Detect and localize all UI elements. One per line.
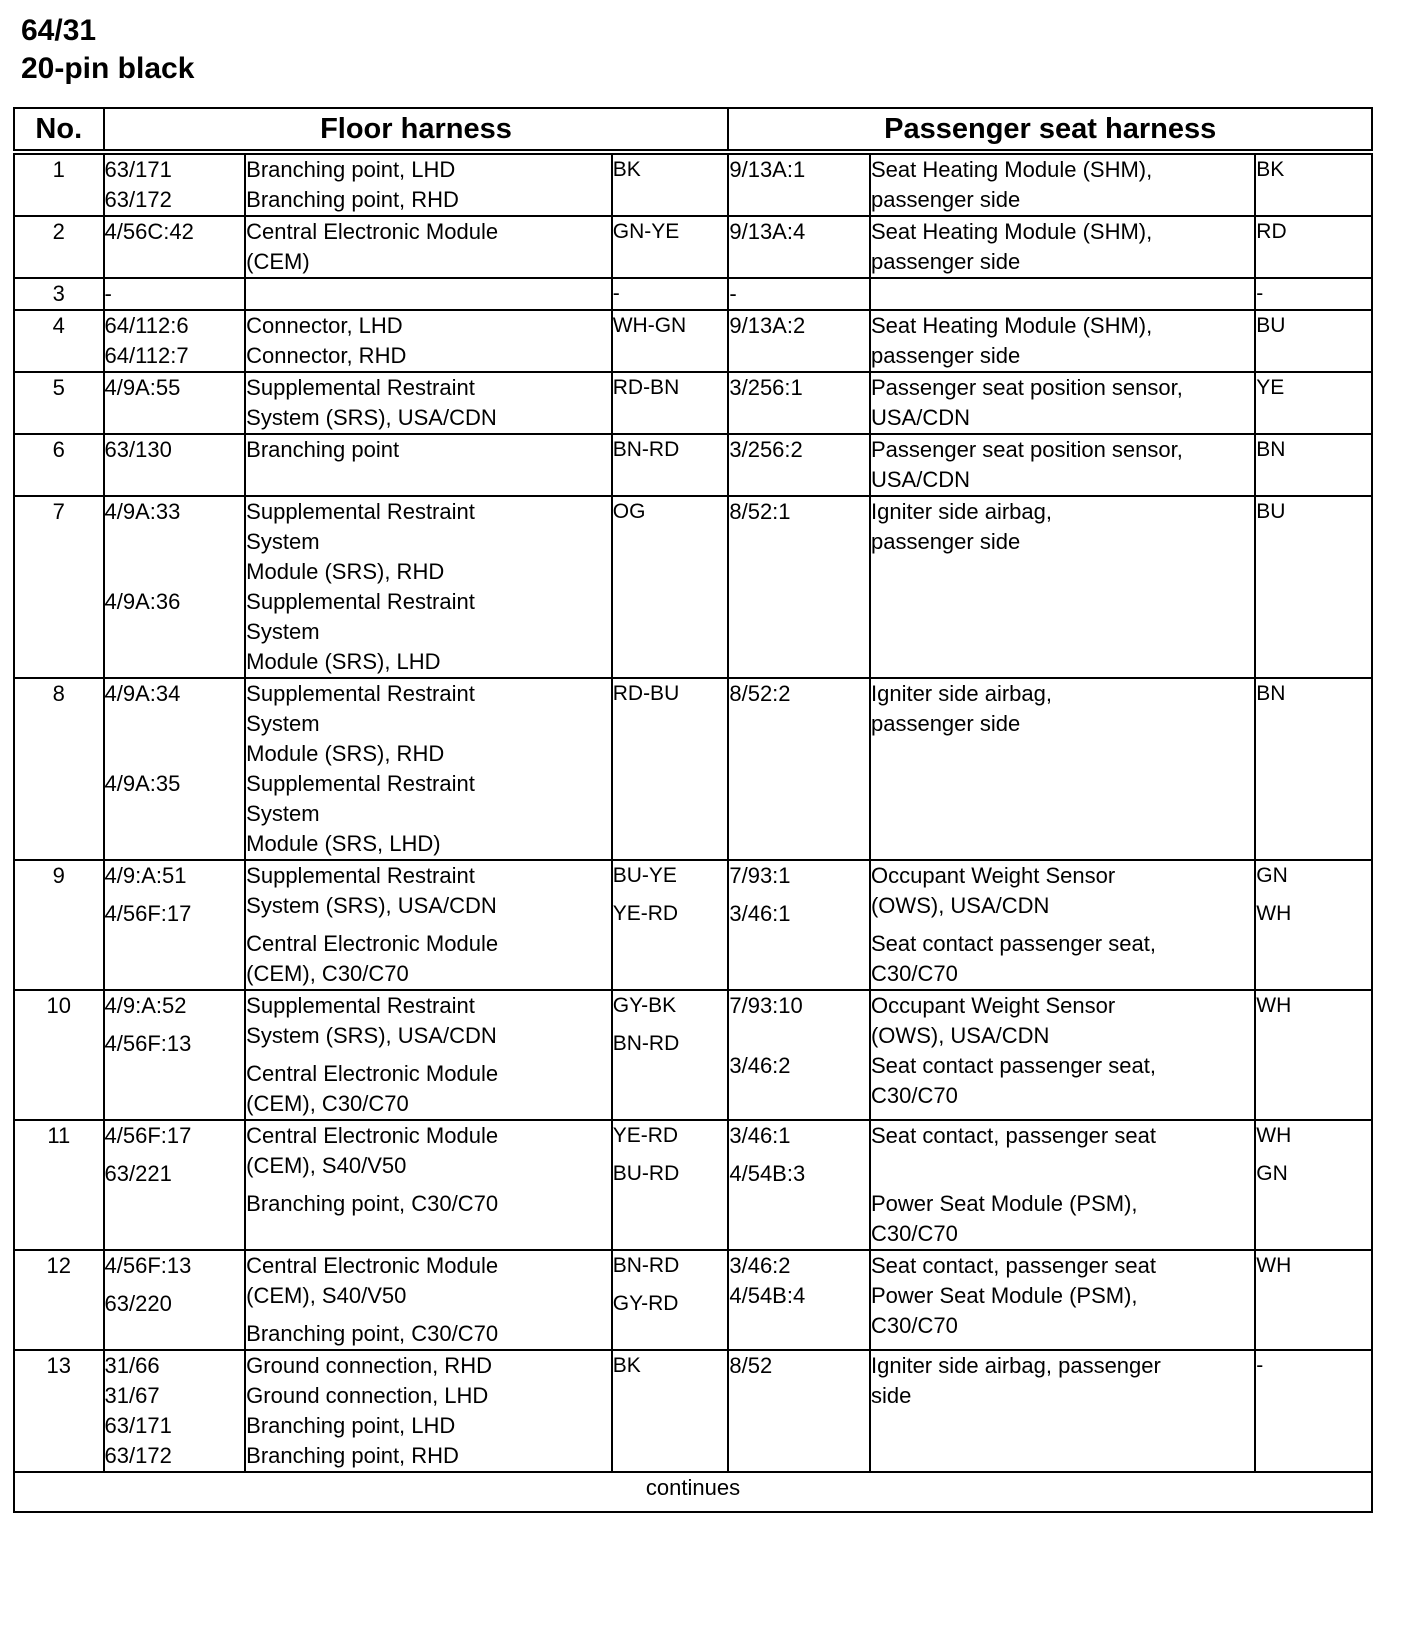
floor-connector-refs — [104, 1120, 246, 1250]
component-description: Central Electronic Module — [246, 1123, 499, 1148]
floor-connector-refs — [104, 310, 246, 372]
component-description — [246, 279, 611, 309]
component-description: Passenger seat position sensor, — [870, 375, 1183, 400]
connector-ref: - — [729, 281, 737, 306]
component-description: Seat Heating Module (SHM), — [870, 219, 1153, 244]
group-spacer — [613, 1151, 728, 1159]
floor-connector-refs — [104, 216, 246, 278]
floor-connector-refs — [104, 152, 246, 216]
connector-ref: 9/13A:2 — [729, 313, 806, 338]
floor-connector-refs — [104, 1250, 246, 1350]
connector-ref: 63/171 — [104, 1413, 172, 1438]
wire-color: GN-YE — [612, 220, 680, 243]
connector-ref: 4/56C:42 — [104, 219, 194, 244]
component-description: USA/CDN — [870, 405, 970, 430]
pin-row — [14, 278, 1372, 310]
component-description: Branching point, LHD — [246, 1413, 456, 1438]
connector-ref: 31/67 — [104, 1383, 160, 1408]
group-spacer — [871, 1181, 1254, 1189]
component-description: Seat Heating Module (SHM), — [870, 157, 1153, 182]
seat-descriptions — [870, 310, 1255, 372]
floor-wire-colors — [612, 496, 729, 678]
seat-descriptions — [870, 860, 1255, 990]
seat-descriptions — [870, 496, 1255, 678]
floor-descriptions — [245, 1120, 612, 1250]
component-description: (CEM), S40/V50 — [246, 1153, 407, 1178]
component-description: C30/C70 — [870, 1221, 958, 1246]
floor-connector-refs — [104, 860, 246, 990]
wire-color: BN — [1256, 438, 1286, 461]
component-description: Seat Heating Module (SHM), — [870, 313, 1153, 338]
group-spacer — [105, 1021, 245, 1029]
connector-ref: 8/52 — [729, 1353, 773, 1378]
connector-ref: 31/66 — [104, 1353, 160, 1378]
floor-wire-colors — [612, 152, 729, 216]
seat-wire-colors — [1255, 1250, 1372, 1350]
seat-wire-colors — [1255, 372, 1372, 434]
component-description: passenger side — [870, 249, 1021, 274]
component-description: (OWS), USA/CDN — [870, 1023, 1050, 1048]
seat-descriptions — [870, 1250, 1255, 1350]
component-description: Igniter side airbag, passenger — [870, 1353, 1161, 1378]
component-description: Seat contact passenger seat, — [870, 931, 1156, 956]
component-description: Branching point, LHD — [246, 157, 456, 182]
wire-color: RD-BU — [612, 682, 680, 705]
group-spacer — [246, 1311, 611, 1319]
component-description: Seat contact, passenger seat — [870, 1123, 1156, 1148]
floor-wire-colors — [612, 372, 729, 434]
seat-wire-colors — [1255, 278, 1372, 310]
pin-row — [14, 310, 1372, 372]
component-description: passenger side — [870, 529, 1021, 554]
connector-ref — [105, 557, 245, 587]
seat-connector-refs — [728, 990, 870, 1120]
connector-ref: 7/93:10 — [729, 993, 803, 1018]
connector-ref: 63/172 — [104, 1443, 172, 1468]
connector-ref: 3/46:2 — [729, 1053, 791, 1078]
floor-wire-colors — [612, 860, 729, 990]
seat-wire-colors — [1255, 990, 1372, 1120]
wire-color: BK — [612, 1354, 641, 1377]
seat-descriptions — [870, 990, 1255, 1120]
pin-row — [14, 1120, 1372, 1250]
component-description: Supplemental Restraint — [246, 993, 475, 1018]
connector-id: 64/31 — [21, 14, 97, 47]
wire-color: WH — [1256, 1124, 1292, 1147]
component-description: (OWS), USA/CDN — [870, 893, 1050, 918]
connector-ref: 4/56F:13 — [104, 1031, 192, 1056]
seat-wire-colors — [1255, 496, 1372, 678]
connector-ref: 3/46:1 — [729, 1123, 791, 1148]
seat-descriptions — [870, 1350, 1255, 1472]
seat-connector-refs — [728, 1350, 870, 1472]
component-description: Power Seat Module (PSM), — [870, 1283, 1138, 1308]
group-spacer — [729, 891, 869, 899]
pin-row — [14, 216, 1372, 278]
connector-ref: 4/9:A:52 — [104, 993, 187, 1018]
connector-ref: 3/256:2 — [729, 437, 803, 462]
seat-wire-colors — [1255, 678, 1372, 860]
header-row — [14, 108, 1372, 152]
component-description: Central Electronic Module — [246, 931, 499, 956]
wire-color: BU-RD — [612, 1162, 680, 1185]
floor-wire-colors — [612, 1120, 729, 1250]
floor-connector-refs — [104, 1350, 246, 1472]
component-description: Seat contact, passenger seat — [870, 1253, 1156, 1278]
component-description: Branching point, RHD — [246, 1443, 459, 1468]
floor-connector-refs — [104, 434, 246, 496]
component-description: Occupant Weight Sensor — [870, 993, 1116, 1018]
component-description: System — [246, 801, 320, 826]
floor-connector-refs — [104, 678, 246, 860]
pin-number: 6 — [14, 434, 104, 496]
pin-row — [14, 372, 1372, 434]
component-description: System (SRS), USA/CDN — [246, 893, 497, 918]
component-description: Branching point, RHD — [246, 187, 459, 212]
header-passenger-seat-harness: Passenger seat harness — [728, 108, 1372, 152]
wire-color: BU — [1256, 500, 1286, 523]
component-description: Branching point — [246, 437, 400, 462]
component-description: Central Electronic Module — [246, 1061, 499, 1086]
connector-ref: 4/56F:17 — [104, 901, 192, 926]
component-description: Igniter side airbag, — [870, 681, 1052, 706]
connector-title — [21, 12, 194, 88]
seat-connector-refs — [728, 278, 870, 310]
connector-ref — [105, 709, 245, 739]
wire-color: WH — [1256, 1254, 1292, 1277]
seat-wire-colors — [1255, 216, 1372, 278]
seat-descriptions — [870, 152, 1255, 216]
component-description: Central Electronic Module — [246, 1253, 499, 1278]
component-description: (CEM) — [246, 249, 310, 274]
wire-color: BN-RD — [612, 438, 680, 461]
group-spacer — [246, 1051, 611, 1059]
floor-wire-colors — [612, 434, 729, 496]
component-description: USA/CDN — [870, 467, 970, 492]
seat-descriptions — [870, 434, 1255, 496]
floor-wire-colors — [612, 216, 729, 278]
seat-connector-refs — [728, 372, 870, 434]
floor-wire-colors — [612, 310, 729, 372]
pin-number: 8 — [14, 678, 104, 860]
pin-number: 2 — [14, 216, 104, 278]
component-description: System (SRS), USA/CDN — [246, 1023, 497, 1048]
seat-wire-colors — [1255, 1120, 1372, 1250]
component-description: Seat contact passenger seat, — [870, 1053, 1156, 1078]
pin-row — [14, 496, 1372, 678]
pin-row — [14, 678, 1372, 860]
header-no: No. — [14, 108, 104, 152]
wire-color: - — [1256, 282, 1264, 305]
component-description: (CEM), S40/V50 — [246, 1283, 407, 1308]
seat-connector-refs — [728, 152, 870, 216]
floor-descriptions — [245, 216, 612, 278]
floor-connector-refs — [104, 278, 246, 310]
pin-number: 13 — [14, 1350, 104, 1472]
group-spacer — [613, 1281, 728, 1289]
connector-ref — [105, 739, 245, 769]
connector-ref: 4/9A:55 — [104, 375, 181, 400]
group-spacer — [613, 1021, 728, 1029]
seat-wire-colors — [1255, 152, 1372, 216]
connector-ref: 3/256:1 — [729, 375, 803, 400]
component-description: Branching point, C30/C70 — [246, 1321, 499, 1346]
component-description: passenger side — [870, 711, 1021, 736]
pin-table-body — [14, 152, 1372, 1472]
connector-ref: 63/172 — [104, 187, 172, 212]
connector-ref: 4/54B:3 — [729, 1161, 806, 1186]
wire-color: BK — [1256, 158, 1285, 181]
wire-color: OG — [612, 500, 646, 523]
group-spacer — [105, 1151, 245, 1159]
floor-wire-colors — [612, 1350, 729, 1472]
pin-number: 9 — [14, 860, 104, 990]
seat-wire-colors — [1255, 310, 1372, 372]
floor-connector-refs — [104, 372, 246, 434]
pin-number: 10 — [14, 990, 104, 1120]
component-description: passenger side — [870, 343, 1021, 368]
connector-ref: - — [104, 281, 112, 306]
floor-descriptions — [245, 860, 612, 990]
component-description: C30/C70 — [870, 1083, 958, 1108]
floor-descriptions — [245, 310, 612, 372]
wire-color: BN-RD — [612, 1032, 680, 1055]
group-spacer — [1256, 1151, 1371, 1159]
group-spacer — [613, 891, 728, 899]
seat-descriptions — [870, 216, 1255, 278]
floor-descriptions — [245, 990, 612, 1120]
floor-descriptions — [245, 372, 612, 434]
component-description: Supplemental Restraint — [246, 771, 475, 796]
wire-color: YE — [1256, 376, 1285, 399]
connector-ref: 63/221 — [104, 1161, 172, 1186]
connector-ref: 63/130 — [104, 437, 172, 462]
pin-number: 5 — [14, 372, 104, 434]
pin-number: 11 — [14, 1120, 104, 1250]
wire-color: - — [1256, 1354, 1264, 1377]
component-description — [871, 1151, 1254, 1181]
component-description: passenger side — [870, 187, 1021, 212]
group-spacer — [871, 921, 1254, 929]
connector-ref — [729, 1021, 869, 1051]
component-description: Branching point, C30/C70 — [246, 1191, 499, 1216]
seat-wire-colors — [1255, 860, 1372, 990]
floor-connector-refs — [104, 496, 246, 678]
wire-color: YE-RD — [612, 1124, 679, 1147]
component-description: C30/C70 — [870, 961, 958, 986]
pin-row — [14, 1350, 1372, 1472]
pin-row — [14, 990, 1372, 1120]
component-description: Connector, LHD — [246, 313, 403, 338]
pin-table — [13, 107, 1373, 1513]
component-description: Supplemental Restraint — [246, 681, 475, 706]
component-description: (CEM), C30/C70 — [246, 1091, 409, 1116]
connector-ref: 4/56F:17 — [104, 1123, 192, 1148]
component-description: Passenger seat position sensor, — [870, 437, 1183, 462]
component-description: System — [246, 711, 320, 736]
connector-ref: 9/13A:4 — [729, 219, 806, 244]
component-description: Supplemental Restraint — [246, 499, 475, 524]
component-description: Occupant Weight Sensor — [870, 863, 1116, 888]
component-description: Module (SRS), LHD — [246, 649, 441, 674]
connector-ref: 3/46:1 — [729, 901, 791, 926]
seat-descriptions — [870, 278, 1255, 310]
seat-descriptions — [870, 678, 1255, 860]
wire-color: GY-BK — [612, 994, 677, 1017]
connector-ref: 64/112:6 — [104, 313, 189, 338]
pin-number: 4 — [14, 310, 104, 372]
component-description: System — [246, 619, 320, 644]
connector-ref: 3/46:2 — [729, 1253, 791, 1278]
group-spacer — [105, 1281, 245, 1289]
connector-ref: 4/9A:34 — [104, 681, 181, 706]
floor-descriptions — [245, 496, 612, 678]
pin-number: 1 — [14, 152, 104, 216]
component-description: System (SRS), USA/CDN — [246, 405, 497, 430]
seat-descriptions — [870, 1120, 1255, 1250]
wire-color: BK — [612, 158, 641, 181]
component-description: side — [870, 1383, 912, 1408]
connector-ref: 9/13A:1 — [729, 157, 806, 182]
wire-color: WH-GN — [612, 314, 687, 337]
component-description — [871, 279, 1254, 309]
connector-ref: 8/52:1 — [729, 499, 791, 524]
connector-ref — [105, 527, 245, 557]
floor-wire-colors — [612, 990, 729, 1120]
footer-row — [14, 1472, 1372, 1512]
seat-connector-refs — [728, 678, 870, 860]
seat-connector-refs — [728, 860, 870, 990]
wire-color: GN — [1256, 864, 1288, 887]
pin-row — [14, 152, 1372, 216]
component-description: Igniter side airbag, — [870, 499, 1052, 524]
wire-color: GN — [1256, 1162, 1288, 1185]
wire-color: BN-RD — [612, 1254, 680, 1277]
seat-connector-refs — [728, 1250, 870, 1350]
seat-connector-refs — [728, 434, 870, 496]
floor-descriptions — [245, 1250, 612, 1350]
component-description: Supplemental Restraint — [246, 863, 475, 888]
connector-description: 20-pin black — [21, 52, 195, 85]
wire-color: BU — [1256, 314, 1286, 337]
component-description: Supplemental Restraint — [246, 375, 475, 400]
wire-color: YE-RD — [612, 902, 679, 925]
floor-descriptions — [245, 152, 612, 216]
floor-descriptions — [245, 1350, 612, 1472]
seat-connector-refs — [728, 216, 870, 278]
component-description: Central Electronic Module — [246, 219, 499, 244]
wire-color: RD — [1256, 220, 1287, 243]
wire-color: GY-RD — [612, 1292, 679, 1315]
floor-descriptions — [245, 678, 612, 860]
component-description: Ground connection, RHD — [246, 1353, 492, 1378]
floor-wire-colors — [612, 278, 729, 310]
continues-label: continues — [14, 1472, 1372, 1512]
header-floor-harness: Floor harness — [104, 108, 729, 152]
floor-descriptions — [245, 434, 612, 496]
group-spacer — [1256, 891, 1371, 899]
wire-color: WH — [1256, 994, 1292, 1017]
pin-number: 3 — [14, 278, 104, 310]
component-description: C30/C70 — [870, 1313, 958, 1338]
pin-number: 7 — [14, 496, 104, 678]
component-description: System — [246, 529, 320, 554]
component-description: Power Seat Module (PSM), — [870, 1191, 1138, 1216]
wire-color: BU-YE — [612, 864, 677, 887]
group-spacer — [729, 1151, 869, 1159]
group-spacer — [246, 1181, 611, 1189]
floor-connector-refs — [104, 990, 246, 1120]
floor-wire-colors — [612, 678, 729, 860]
component-description: (CEM), C30/C70 — [246, 961, 409, 986]
group-spacer — [105, 891, 245, 899]
connector-ref: 63/171 — [104, 157, 172, 182]
connector-ref: 7/93:1 — [729, 863, 791, 888]
pin-row — [14, 434, 1372, 496]
connector-ref: 4/9A:35 — [104, 771, 181, 796]
component-description: Module (SRS, LHD) — [246, 831, 441, 856]
floor-descriptions — [245, 278, 612, 310]
wire-color: - — [612, 282, 620, 305]
component-description: Connector, RHD — [246, 343, 407, 368]
pin-row — [14, 1250, 1372, 1350]
seat-connector-refs — [728, 1120, 870, 1250]
pin-number: 12 — [14, 1250, 104, 1350]
component-description: Supplemental Restraint — [246, 589, 475, 614]
connector-ref: 4/9A:36 — [104, 589, 181, 614]
pin-row — [14, 860, 1372, 990]
component-description: Module (SRS), RHD — [246, 741, 445, 766]
seat-descriptions — [870, 372, 1255, 434]
connector-ref: 64/112:7 — [104, 343, 189, 368]
seat-connector-refs — [728, 310, 870, 372]
connector-ref: 4/54B:4 — [729, 1283, 806, 1308]
group-spacer — [246, 921, 611, 929]
seat-wire-colors — [1255, 434, 1372, 496]
wire-color: RD-BN — [612, 376, 680, 399]
connector-ref: 8/52:2 — [729, 681, 791, 706]
floor-wire-colors — [612, 1250, 729, 1350]
connector-ref: 63/220 — [104, 1291, 172, 1316]
wire-color: BN — [1256, 682, 1286, 705]
connector-ref: 4/9:A:51 — [104, 863, 187, 888]
connector-ref: 4/56F:13 — [104, 1253, 192, 1278]
seat-connector-refs — [728, 496, 870, 678]
connector-ref: 4/9A:33 — [104, 499, 181, 524]
wire-color: WH — [1256, 902, 1292, 925]
component-description: Ground connection, LHD — [246, 1383, 489, 1408]
component-description: Module (SRS), RHD — [246, 559, 445, 584]
seat-wire-colors — [1255, 1350, 1372, 1472]
